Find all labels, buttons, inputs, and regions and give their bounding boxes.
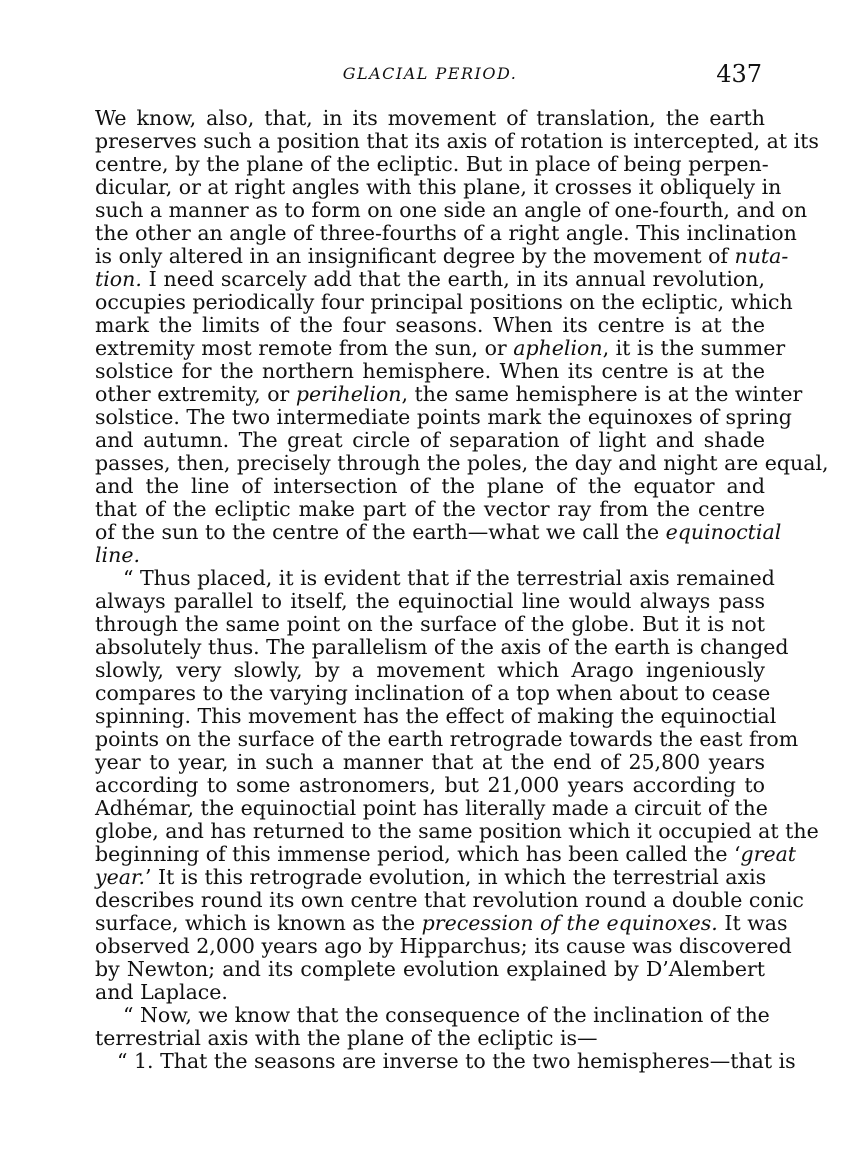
text-run: other extremity, or — [95, 382, 296, 406]
text-run: and Laplace. — [95, 980, 228, 1004]
text-run: , the same hemisphere is at the winter — [401, 382, 803, 406]
text-line — [95, 613, 765, 636]
text-run: and the line of intersection of the plane of the equator and — [95, 474, 765, 498]
text-line — [95, 268, 765, 291]
text-line — [95, 751, 765, 774]
text-run: by Newton; and its complete evolution explained by D’Alembert — [95, 957, 765, 981]
text-run: I need scarcely add that the earth, in its annual revolution, — [141, 267, 765, 291]
text-run: absolutely thus. The parallelism of the axis of the earth is changed — [95, 635, 789, 659]
text-line — [95, 590, 765, 613]
text-run: observed 2,000 years ago by Hipparchus; its cause was discovered — [95, 934, 792, 958]
text-run: the other an angle of three-fourths of a right angle. This inclination — [95, 221, 797, 245]
text-run: It was — [717, 911, 788, 935]
text-run: and autumn. The great circle of separation of light and shade — [95, 428, 765, 452]
text-line — [95, 544, 765, 567]
text-line — [95, 221, 797, 245]
text-line — [95, 911, 788, 935]
text-run: centre, by the plane of the ecliptic. But in place of being perpen- — [95, 152, 769, 176]
text-line — [95, 129, 819, 153]
italic-run: year. — [95, 865, 145, 889]
text-line — [95, 888, 804, 912]
text-run: describes round its own centre that revolution round a double conic — [95, 888, 804, 912]
text-run: compares to the varying inclination of a top when about to cease — [95, 681, 771, 705]
italic-run: aphelion — [513, 336, 603, 360]
text-line — [95, 981, 765, 1004]
text-line — [95, 244, 789, 268]
italic-run: perihelion — [295, 382, 402, 406]
text-run: passes, then, precisely through the poles, the day and night are equal, — [95, 451, 829, 475]
text-run: is only altered in an insignificant degree by the movement of — [95, 244, 735, 268]
text-run: “ 1. That the seasons are inverse to the two hemispheres—that is — [117, 1049, 796, 1073]
text-line — [95, 198, 808, 222]
text-line — [95, 429, 765, 452]
body-text — [95, 106, 829, 1073]
text-run: extremity most remote from the sun, or — [95, 336, 514, 360]
text-line — [95, 382, 803, 406]
italic-run: tion. — [95, 267, 142, 291]
text-line — [95, 475, 765, 498]
text-line — [95, 659, 765, 682]
text-run: always parallel to itself, the equinoctial line would always pass — [95, 589, 765, 613]
text-run: terrestrial axis with the plane of the ecliptic is— — [95, 1026, 598, 1050]
text-line — [95, 152, 769, 176]
page-number: 437 — [716, 60, 762, 88]
text-line — [95, 704, 777, 728]
italic-run: nuta- — [734, 244, 789, 268]
text-line — [95, 336, 786, 360]
text-run: spinning. This movement has the effect of making the equinoctial — [95, 704, 777, 728]
text-run: of the sun to the centre of the earth—what we call the — [95, 520, 666, 544]
text-line — [95, 958, 765, 981]
italic-run: line. — [95, 543, 140, 567]
text-line — [95, 451, 829, 475]
text-run: slowly, very slowly, by a movement which Arago ingeniously — [95, 658, 765, 682]
text-run: “ Thus placed, it is evident that if the terrestrial axis remained — [123, 566, 775, 590]
text-line — [95, 1027, 765, 1050]
text-line — [95, 566, 775, 590]
text-line — [95, 866, 765, 889]
text-run: that of the ecliptic make part of the vector ray from the centre — [95, 497, 765, 521]
text-line — [95, 360, 765, 383]
text-run: mark the limits of the four seasons. When its centre is at the — [95, 313, 765, 337]
text-run: occupies periodically four principal positions on the ecliptic, which — [95, 290, 793, 314]
italic-run: great — [740, 842, 797, 866]
text-run: We know, also, that, in its movement of translation, the earth — [95, 106, 765, 130]
text-run: such a manner as to form on one side an angle of one-fourth, and on — [95, 198, 808, 222]
running-head: GLACIAL PERIOD. — [342, 64, 518, 83]
text-line — [95, 727, 799, 751]
text-run: points on the surface of the earth retrograde towards the east from — [95, 727, 799, 751]
italic-run: equinoctial — [665, 520, 782, 544]
text-line — [95, 405, 792, 429]
text-run: surface, which is known as the — [95, 911, 422, 935]
text-line — [95, 819, 819, 843]
text-run: ’ It is this retrograde evolution, in which the terrestrial axis — [145, 865, 767, 889]
italic-run: precession of the equinoxes. — [421, 911, 718, 935]
text-run: globe, and has returned to the same position which it occupied at the — [95, 819, 819, 843]
text-line — [95, 520, 782, 544]
text-run: according to some astronomers, but 21,000 years according to — [95, 773, 765, 797]
text-line — [95, 107, 765, 130]
text-line — [95, 774, 765, 797]
text-line — [95, 796, 768, 820]
text-run: year to year, in such a manner that at the end of 25,800 years — [95, 750, 765, 774]
text-run: Adhémar, the equinoctial point has literally made a circuit of the — [95, 796, 768, 820]
text-run: through the same point on the surface of the globe. But it is not — [95, 612, 765, 636]
text-run: dicular, or at right angles with this plane, it crosses it obliquely in — [95, 175, 782, 199]
text-line — [95, 314, 765, 337]
text-line — [95, 1049, 796, 1073]
text-run: solstice. The two intermediate points mark the equinoxes of spring — [95, 405, 792, 429]
text-run: , it is the summer — [602, 336, 786, 360]
text-line — [95, 681, 771, 705]
text-line — [95, 934, 792, 958]
text-run: solstice for the northern hemisphere. When its centre is at the — [95, 359, 765, 383]
text-line — [95, 175, 782, 199]
text-line — [95, 842, 797, 866]
text-line — [95, 1003, 770, 1027]
text-line — [95, 498, 765, 521]
text-run: “ Now, we know that the consequence of the inclination of the — [123, 1003, 770, 1027]
text-run: preserves such a position that its axis of rotation is intercepted, at its — [95, 129, 819, 153]
text-run: beginning of this immense period, which has been called the ‘ — [95, 842, 741, 866]
text-line — [95, 635, 789, 659]
page-header — [95, 60, 765, 90]
text-line — [95, 290, 793, 314]
